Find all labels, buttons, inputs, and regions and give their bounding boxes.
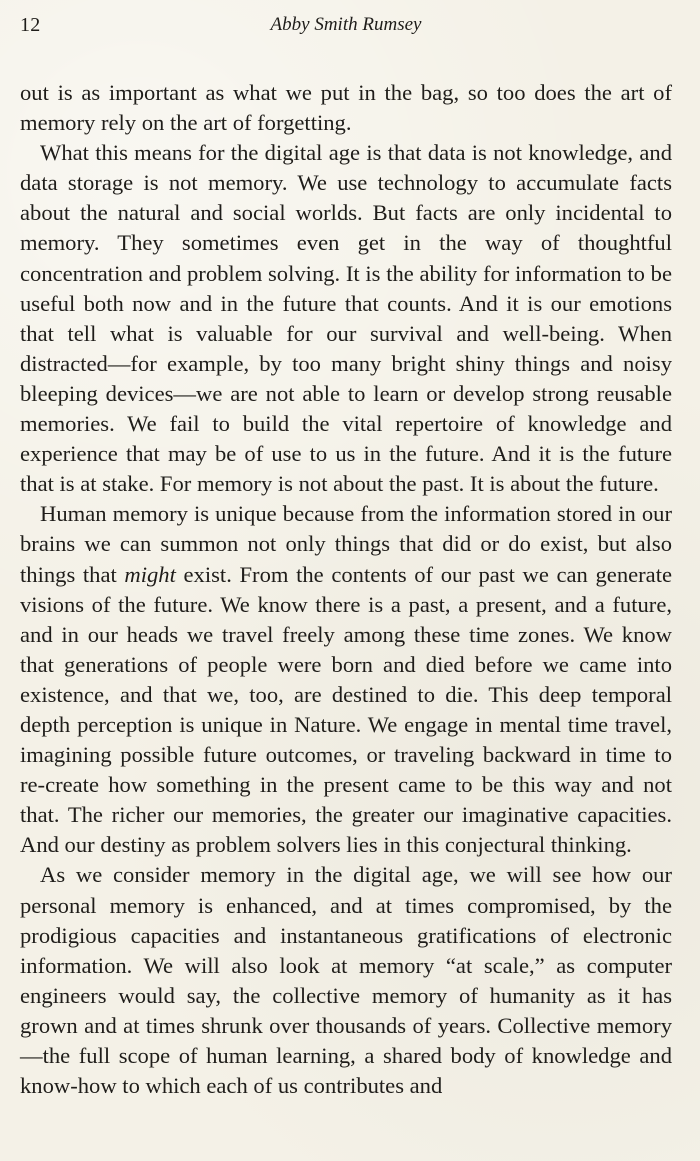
page-header — [20, 8, 672, 42]
running-head: Abby Smith Rumsey — [270, 14, 422, 35]
paragraph-1: out is as important as what we put in the bag, so too does the art of memory rely on the art of forgetting. — [20, 80, 672, 136]
paragraph-4: As we consider memory in the digital age, we will see how our personal memory is enhanced, and at times compromised, by the prodigious capacities and instantaneous gratifications of electronic information. We will also look at memory “at scale,” as computer engineers would say, the collective memory of humanity as it has grown and at times shrunk over thousands of years. Collective memory—the full scope of human learning, a shared body of knowledge and know-how to which each of us contributes and — [20, 862, 672, 1099]
paragraph-3-text-before-emphasis: Human memory is unique because from the information stored in our brains we can summon not only things that did or do exist, but also things that — [20, 501, 672, 587]
paragraph-3-text-after-emphasis: exist. From the contents of our past we can generate visions of the future. We know there is a past, a present, and a future, and in our heads we travel freely among these time zones. We know that generations of people were born and died before we came into existence, and that we, too, are destined to die. This deep temporal depth perception is unique in Nature. We engage in mental time travel, imagining possible future outcomes, or traveling backward in time to re-create how something in the present came to be this way and not that. The richer our memories, the greater our imaginative capacities. And our destiny as problem solvers lies in this conjectural thinking. — [20, 561, 672, 858]
page-number: 12 — [20, 14, 41, 36]
paragraph-3 — [20, 499, 672, 860]
paragraph-2: What this means for the digital age is that data is not knowledge, and data storage is not memory. We use technology to accumulate facts about the natural and social worlds. But facts are only incidental to memory. They sometimes even get in the way of thoughtful concentration and problem solving. It is the ability for information to be useful both now and in the future that counts. And it is our emotions that tell what is valuable for our survival and well-being. When distracted—for example, by too many bright shiny things and noisy bleeping devices—we are not able to learn or develop strong reusable memories. We fail to build the vital repertoire of knowledge and experience that may be of use to us in the future. And it is the future that is at stake. For memory is not about the past. It is about the future. — [20, 140, 672, 497]
paragraph-3-emphasis: might — [124, 561, 176, 587]
body-text — [20, 78, 672, 1101]
